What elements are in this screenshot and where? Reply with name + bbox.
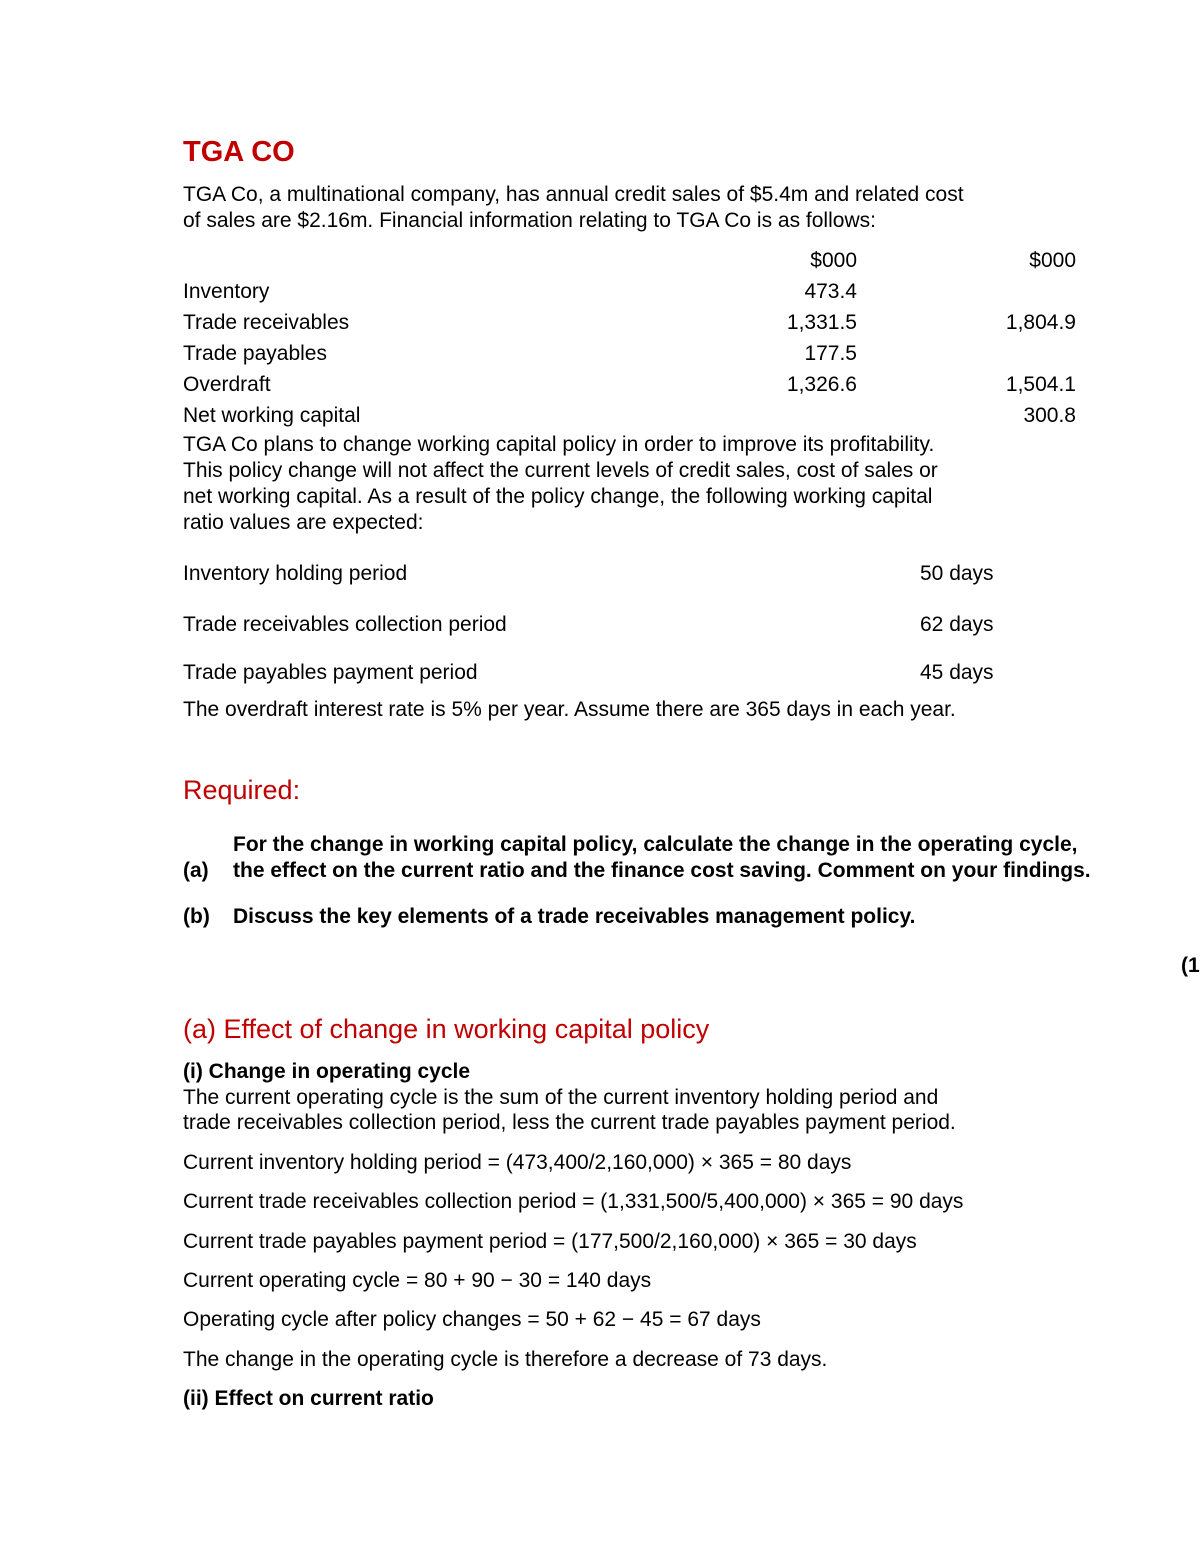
policy-line-4: ratio values are expected: xyxy=(183,511,424,534)
table-row-label: Overdraft xyxy=(183,373,271,396)
table-cell: 1,804.9 xyxy=(1005,311,1076,334)
policy-line-3: net working capital. As a result of the policy change, the following working capital xyxy=(183,485,933,508)
interest-note: The overdraft interest rate is 5% per year. Assume there are 365 days in each year. xyxy=(183,698,956,721)
table-row-label: Inventory xyxy=(183,280,270,303)
calc-line: Current inventory holding period = (473,400/2,160,000) × 365 = 80 days xyxy=(183,1151,852,1174)
subheading-operating-cycle: (i) Change in operating cycle xyxy=(183,1060,471,1083)
policy-line-1: TGA Co plans to change working capital policy in order to improve its profitability. xyxy=(183,433,935,456)
calc-line: Current trade payables payment period = (177,500/2,160,000) × 365 = 30 days xyxy=(183,1230,917,1253)
marks-fragment: (1 xyxy=(1181,954,1200,977)
subheading-current-ratio: (ii) Effect on current ratio xyxy=(183,1387,434,1410)
required-heading: Required: xyxy=(183,775,301,805)
table-row-label: Net working capital xyxy=(183,404,361,427)
ratio-label: Trade payables payment period xyxy=(183,661,478,684)
page-title: TGA CO xyxy=(183,136,295,168)
calc-line: Current trade receivables collection period = (1,331,500/5,400,000) × 365 = 90 days xyxy=(183,1190,964,1213)
answer-text-line: The current operating cycle is the sum of the current inventory holding period and xyxy=(183,1086,939,1109)
question-a-label: (a) xyxy=(183,859,209,882)
table-header-col1: $000 xyxy=(810,249,857,272)
intro-line-1: TGA Co, a multinational company, has annual credit sales of $5.4m and related cost xyxy=(183,183,964,206)
calc-line: Operating cycle after policy changes = 50 + 62 − 45 = 67 days xyxy=(183,1308,761,1331)
table-header-col2: $000 xyxy=(1029,249,1076,272)
ratio-value: 50 days xyxy=(920,562,994,585)
ratio-label: Inventory holding period xyxy=(183,562,408,585)
table-cell: 1,504.1 xyxy=(1005,373,1076,396)
question-b-text: Discuss the key elements of a trade receivables management policy. xyxy=(233,905,916,928)
answer-text-line: trade receivables collection period, less the current trade payables payment period. xyxy=(183,1111,956,1134)
table-cell: 177.5 xyxy=(804,342,857,365)
table-row-label: Trade payables xyxy=(183,342,327,365)
policy-line-2: This policy change will not affect the current levels of credit sales, cost of sales or xyxy=(183,459,938,482)
table-cell: 473.4 xyxy=(804,280,857,303)
calc-line: The change in the operating cycle is therefore a decrease of 73 days. xyxy=(183,1348,828,1371)
table-cell: 300.8 xyxy=(1023,404,1076,427)
question-a-line-1: For the change in working capital policy, calculate the change in the operating cycle, xyxy=(233,833,1078,856)
question-b-label: (b) xyxy=(183,905,210,928)
ratio-value: 62 days xyxy=(920,613,994,636)
intro-line-2: of sales are $2.16m. Financial information relating to TGA Co is as follows: xyxy=(183,209,876,232)
table-cell: 1,326.6 xyxy=(786,373,857,396)
ratio-label: Trade receivables collection period xyxy=(183,613,507,636)
answer-heading: (a) Effect of change in working capital policy xyxy=(183,1014,710,1044)
question-a-line-2: the effect on the current ratio and the finance cost saving. Comment on your findings. xyxy=(233,859,1091,882)
ratio-value: 45 days xyxy=(920,661,994,684)
table-row-label: Trade receivables xyxy=(183,311,350,334)
calc-line: Current operating cycle = 80 + 90 − 30 = 140 days xyxy=(183,1269,652,1292)
table-cell: 1,331.5 xyxy=(786,311,857,334)
